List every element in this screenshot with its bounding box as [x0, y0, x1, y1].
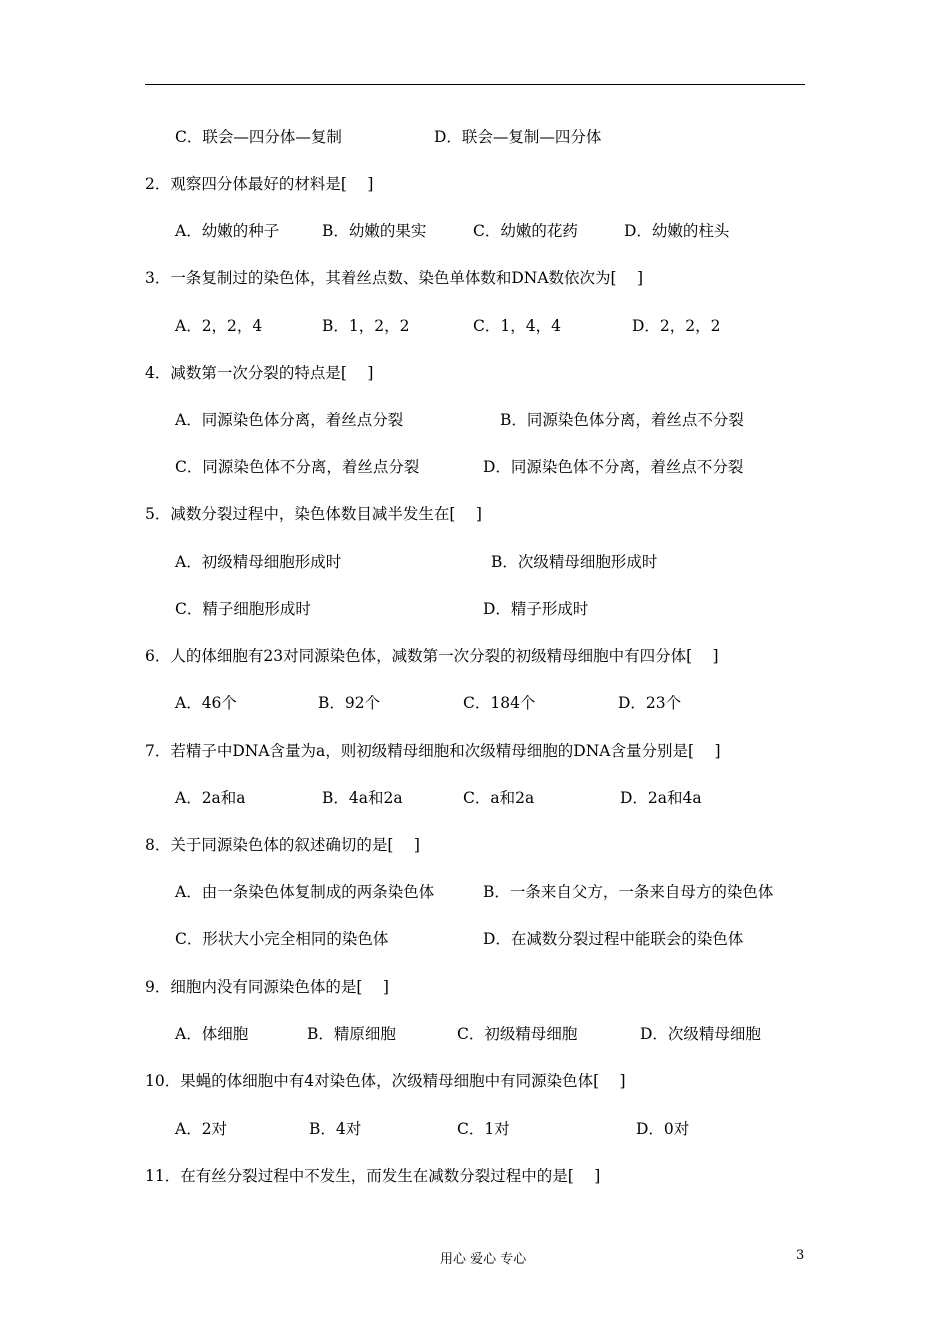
q6-option-d: D．23个 — [618, 694, 682, 712]
q9-option-d: D．次级精母细胞 — [640, 1025, 761, 1043]
q1-option-d: D．联会—复制—四分体 — [434, 128, 602, 146]
page-number: 3 — [796, 1248, 805, 1263]
q4-option-a: A．同源染色体分离，着丝点分裂 — [175, 411, 404, 429]
q3-option-c: C．1，4，4 — [473, 317, 561, 335]
q6-option-a: A．46个 — [175, 694, 237, 712]
question-7-stem: 7．若精子中DNA含量为a，则初级精母细胞和次级精母细胞的DNA含量分别是[ ] — [145, 742, 721, 760]
q8-option-d: D．在减数分裂过程中能联会的染色体 — [483, 930, 744, 948]
q1-option-c: C．联会—四分体—复制 — [175, 128, 342, 146]
q10-option-b: B．4对 — [309, 1120, 362, 1138]
q8-option-c: C．形状大小完全相同的染色体 — [175, 930, 389, 948]
question-8-stem: 8．关于同源染色体的叙述确切的是[ ] — [145, 836, 420, 854]
q9-option-c: C．初级精母细胞 — [457, 1025, 578, 1043]
q2-option-a: A．幼嫩的种子 — [175, 222, 280, 240]
q10-option-c: C．1对 — [457, 1120, 510, 1138]
q7-option-a: A．2a和a — [175, 789, 246, 807]
q2-option-d: D．幼嫩的柱头 — [624, 222, 730, 240]
q3-option-a: A．2，2，4 — [175, 317, 263, 335]
q4-option-c: C．同源染色体不分离，着丝点分裂 — [175, 458, 420, 476]
q5-option-c: C．精子细胞形成时 — [175, 600, 311, 618]
question-9-stem: 9．细胞内没有同源染色体的是[ ] — [145, 978, 389, 996]
q8-option-a: A．由一条染色体复制成的两条染色体 — [175, 883, 435, 901]
q4-option-d: D．同源染色体不分离，着丝点不分裂 — [483, 458, 744, 476]
q3-option-d: D．2，2，2 — [632, 317, 721, 335]
q2-option-b: B．幼嫩的果实 — [322, 222, 427, 240]
question-5-stem: 5．减数分裂过程中，染色体数目减半发生在[ ] — [145, 505, 482, 523]
q7-option-c: C．a和2a — [463, 789, 535, 807]
question-10-stem: 10．果蝇的体细胞中有4对染色体，次级精母细胞中有同源染色体[ ] — [145, 1072, 626, 1090]
q10-option-d: D．0对 — [636, 1120, 690, 1138]
question-6-stem: 6．人的体细胞有23对同源染色体，减数第一次分裂的初级精母细胞中有四分体[ ] — [145, 647, 719, 665]
question-11-stem: 11．在有丝分裂过程中不发生，而发生在减数分裂过程中的是[ ] — [145, 1167, 601, 1185]
q3-option-b: B．1，2，2 — [322, 317, 410, 335]
q9-option-b: B．精原细胞 — [307, 1025, 396, 1043]
q5-option-a: A．初级精母细胞形成时 — [175, 553, 342, 571]
header-rule — [145, 84, 805, 85]
q6-option-c: C．184个 — [463, 694, 536, 712]
question-2-stem: 2．观察四分体最好的材料是[ ] — [145, 175, 374, 193]
q10-option-a: A．2对 — [175, 1120, 228, 1138]
q4-option-b: B．同源染色体分离，着丝点不分裂 — [500, 411, 744, 429]
question-4-stem: 4．减数第一次分裂的特点是[ ] — [145, 364, 374, 382]
q5-option-b: B．次级精母细胞形成时 — [491, 553, 658, 571]
q5-option-d: D．精子形成时 — [483, 600, 589, 618]
q7-option-d: D．2a和4a — [620, 789, 702, 807]
q7-option-b: B．4a和2a — [322, 789, 403, 807]
footer-motto: 用心 爱心 专心 — [440, 1252, 527, 1267]
question-3-stem: 3．一条复制过的染色体，其着丝点数、染色单体数和DNA数依次为[ ] — [145, 269, 644, 287]
q2-option-c: C．幼嫩的花药 — [473, 222, 578, 240]
q6-option-b: B．92个 — [318, 694, 381, 712]
q9-option-a: A．体细胞 — [175, 1025, 249, 1043]
q8-option-b: B．一条来自父方，一条来自母方的染色体 — [483, 883, 774, 901]
